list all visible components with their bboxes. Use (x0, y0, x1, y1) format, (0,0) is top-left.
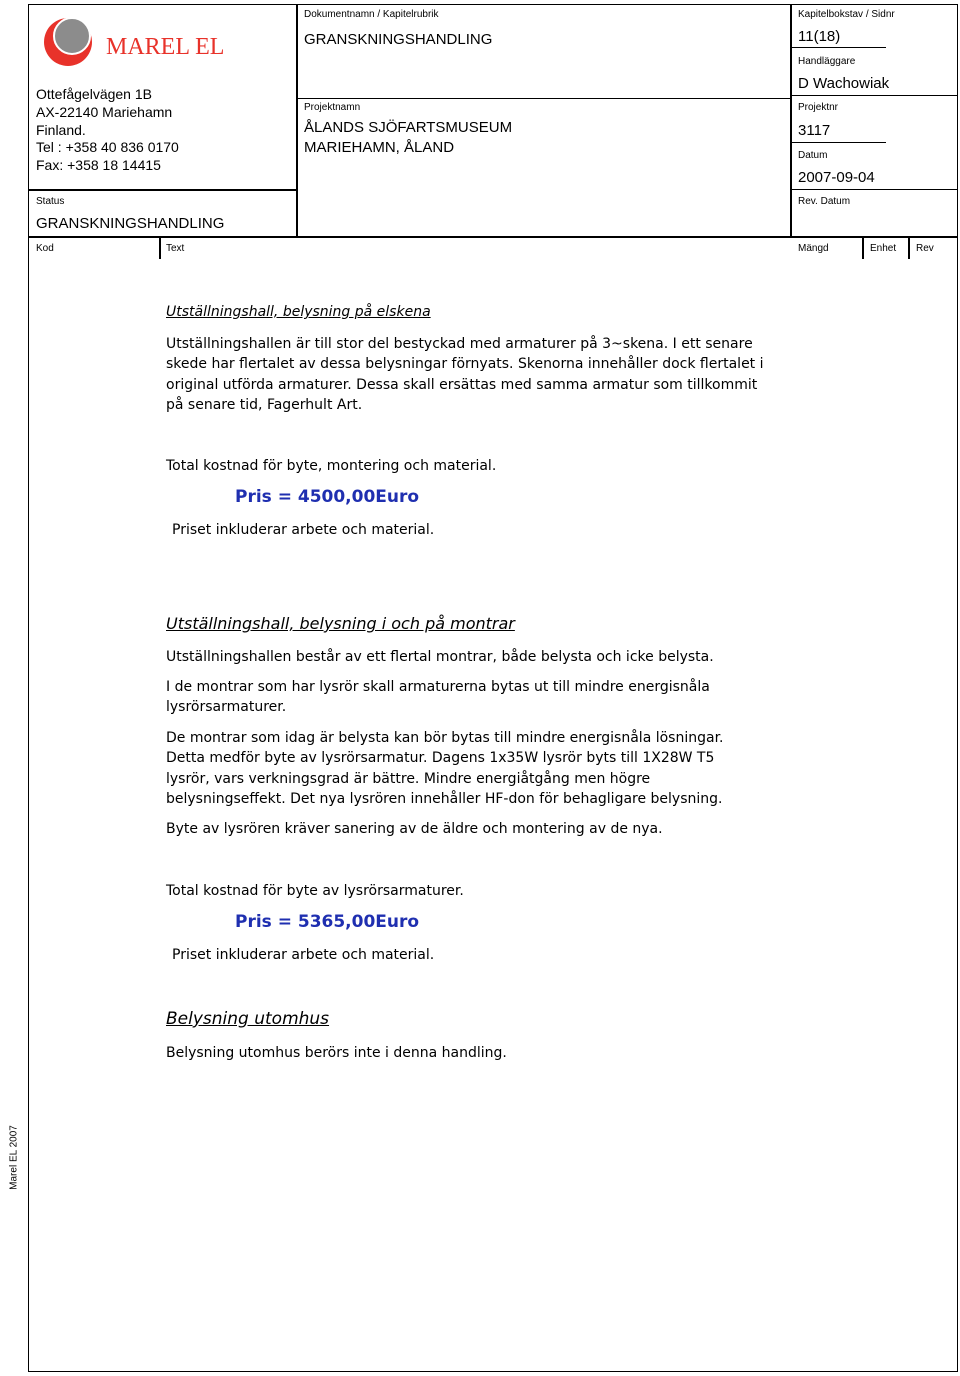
handler-value: D Wachowiak (798, 75, 890, 92)
header-divider-h5 (790, 95, 958, 96)
section-2-note: Priset inkluderar arbete och material. (172, 947, 435, 963)
section-heading-montrar: Utställningshall, belysning i och på montrar (166, 614, 515, 633)
section-1-line-1: Utställningshallen är till stor del bestyckad med armaturer på 3~skena. I ett senare (166, 336, 753, 352)
header-divider-h7 (790, 189, 958, 190)
section-1-paragraph (166, 334, 806, 415)
section-2-paragraph-1: Utställningshallen består av ett flertal montrar, både belysta och icke belysta. (166, 649, 714, 665)
section-1-cost: Total kostnad för byte, montering och material. (166, 458, 497, 474)
section-2-p3-line-1: De montrar som idag är belysta kan bör bytas till mindre energisnåla lösningar. (166, 730, 724, 746)
header-divider-v2 (790, 4, 792, 237)
column-text: Text (166, 243, 185, 254)
address-line-3: Finland. (36, 122, 86, 138)
chapter-label: Kapitelbokstav / Sidnr (798, 9, 895, 20)
chapter-value: 11(18) (798, 28, 841, 45)
section-heading-utomhus: Belysning utomhus (166, 1009, 330, 1029)
project-number-label: Projektnr (798, 102, 839, 113)
project-label: Projektnamn (304, 102, 361, 113)
header-divider-h4 (790, 47, 886, 48)
column-rev: Rev (916, 243, 934, 254)
document-label: Dokumentnamn / Kapitelrubrik (304, 9, 439, 20)
section-3-paragraph: Belysning utomhus berörs inte i denna handling. (166, 1045, 507, 1061)
section-1-price: Pris = 4500,00Euro (235, 487, 420, 507)
project-value-1: ÅLANDS SJÖFARTSMUSEUM (304, 119, 513, 136)
section-2-paragraph-3 (166, 728, 724, 809)
address-line-4: Tel : +358 40 836 0170 (36, 139, 179, 155)
logo-mark-icon (42, 14, 94, 66)
date-value: 2007-09-04 (798, 169, 875, 186)
header-divider-v1 (296, 4, 298, 237)
column-enhet: Enhet (870, 243, 897, 254)
project-number-value: 3117 (798, 122, 831, 139)
section-2-paragraph-4: Byte av lysrören kräver sanering av de äldre och montering av de nya. (166, 821, 663, 837)
section-1-line-2: skede har flertalet av dessa belysningar förnyats. Skenorna innehåller dock flertalet i (166, 356, 764, 373)
date-label: Datum (798, 150, 828, 161)
column-mangd: Mängd (798, 243, 829, 254)
address-line-1: Ottefågelvägen 1B (36, 86, 152, 102)
address-line-5: Fax: +358 18 14415 (36, 157, 161, 173)
header-divider-h3 (297, 98, 790, 99)
company-name: MAREL EL (106, 34, 225, 60)
section-2-p3-line-3: lysrör, vars verkningsgrad är bättre. Mindre energiåtgång men högre (166, 770, 651, 787)
section-2-p2-line-1: I de montrar som har lysrör skall armaturerna bytas ut till mindre energisnåla (166, 679, 710, 695)
header-divider-h1 (28, 189, 297, 191)
section-1-line-3: original utförda armaturer. Dessa skall ersättas med samma armatur som tillkommit (166, 376, 758, 393)
status-value: GRANSKNINGSHANDLING (36, 215, 225, 232)
handler-label: Handläggare (798, 56, 856, 67)
section-2-cost: Total kostnad för byte av lysrörsarmaturer. (166, 883, 464, 899)
section-1-note: Priset inkluderar arbete och material. (172, 522, 435, 538)
section-heading-elskena: Utställningshall, belysning på elskena (166, 304, 431, 320)
section-1-line-4: på senare tid, Fagerhult Art. (166, 396, 363, 413)
address-line-2: AX-22140 Mariehamn (36, 104, 173, 120)
column-divider-text (159, 237, 161, 259)
company-logo (42, 14, 94, 66)
header-divider-h6 (790, 142, 886, 143)
section-2-price: Pris = 5365,00Euro (235, 912, 420, 932)
status-label: Status (36, 196, 65, 207)
header-divider-h2 (28, 236, 958, 238)
column-divider-mangd (862, 237, 864, 259)
column-kod: Kod (36, 243, 54, 254)
section-2-p3-line-2: Detta medför byte av lysrörsarmatur. Dagens 1x35W lysrör byts till 1X28W T5 (166, 750, 715, 767)
column-divider-enhet (908, 237, 910, 259)
side-footer-label: Marel EL 2007 (8, 1125, 20, 1190)
revision-date-label: Rev. Datum (798, 196, 851, 207)
document-value: GRANSKNINGSHANDLING (304, 31, 493, 48)
section-2-p3-line-4: belysningseffekt. Det nya lysrören innehåller HF-don för behagligare belysning. (166, 790, 723, 807)
section-2-p2-line-2: lysrörsarmaturer. (166, 699, 287, 716)
section-2-paragraph-2 (166, 677, 710, 718)
project-value-2: MARIEHAMN, ÅLAND (304, 139, 455, 156)
